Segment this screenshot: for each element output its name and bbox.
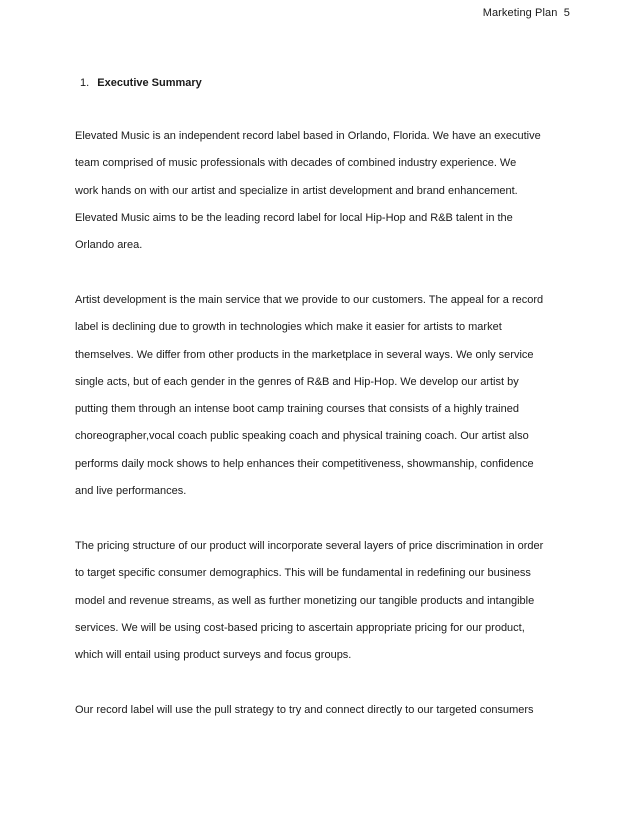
paragraph-line: Artist development is the main service that we provide to our customers. The appeal for a record [75, 294, 544, 306]
paragraph-line: work hands on with our artist and specialize in artist development and brand enhancement. [75, 184, 518, 197]
paragraph-line: The pricing structure of our product will incorporate several layers of price discrimination in order [75, 540, 544, 552]
paragraph-line: Elevated Music aims to be the leading record label for local Hip-Hop and R&B talent in the [75, 211, 513, 224]
section-title: Executive Summary [97, 77, 202, 89]
paragraph-line: putting them through an intense boot camp training courses that consists of a highly trained [75, 403, 519, 416]
paragraph-line: label is declining due to growth in technologies which make it easier for artists to market [75, 321, 502, 334]
paragraph-line: team comprised of music professionals with decades of combined industry experience. We [75, 157, 517, 170]
paragraph-line: which will entail using product surveys and focus groups. [75, 649, 352, 662]
section-heading [80, 77, 202, 89]
paragraph-line: to target specific consumer demographics. This will be fundamental in redefining our business [75, 567, 531, 580]
paragraph-line: services. We will be using cost-based pricing to ascertain appropriate pricing for our product, [75, 621, 525, 634]
paragraph-pricing-structure [75, 533, 580, 669]
running-head-title: Marketing Plan [482, 7, 558, 19]
paragraph-company-overview [75, 123, 580, 259]
paragraph-line: choreographer,vocal coach public speaking coach and physical training coach. Our artist also [75, 430, 529, 443]
page-number: 5 [563, 7, 570, 19]
paragraph-artist-development [75, 287, 580, 505]
paragraph-line: performs daily mock shows to help enhances their competitiveness, showmanship, confidence [75, 457, 534, 470]
paragraph-pull-strategy [75, 697, 580, 724]
paragraph-line: themselves. We differ from other products in the marketplace in several ways. We only service [75, 348, 534, 361]
paragraph-line: and live performances. [75, 485, 187, 498]
paragraph-line: Our record label will use the pull strategy to try and connect directly to our targeted consumers [75, 704, 534, 716]
section-number: 1. [80, 77, 90, 89]
running-header [483, 7, 570, 19]
paragraph-line: model and revenue streams, as well as further monetizing our tangible products and intangible [75, 594, 535, 607]
paragraph-line: single acts, but of each gender in the genres of R&B and Hip-Hop. We develop our artist by [75, 375, 519, 388]
paragraph-line: Elevated Music is an independent record label based in Orlando, Florida. We have an executive [75, 130, 541, 142]
paragraph-line: Orlando area. [75, 239, 143, 252]
